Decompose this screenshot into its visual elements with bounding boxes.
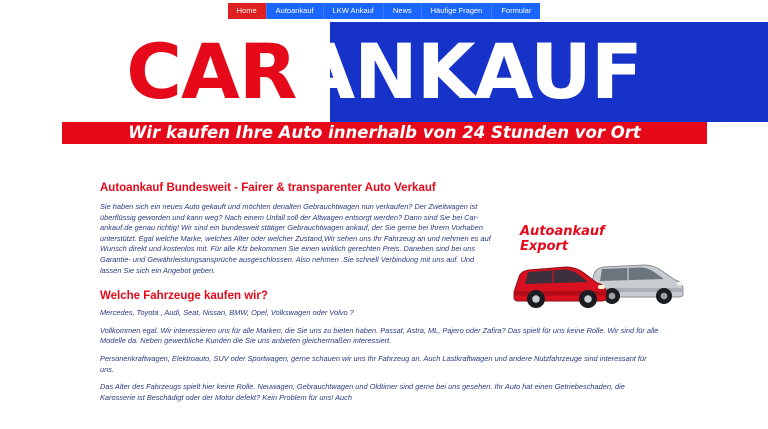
main-navigation <box>0 0 768 22</box>
paragraph-vehicle-age: Das Alter des Fahrzeugs spielt hier keine Rolle. Neuwagen, Gebrauchtwagen und Oldtimer sind gerne bei uns gesehen. Ihr Auto hat einen Getriebeschaden, die Karosserie ist Beschädigt oder der Motor defekt? Kein Problem für uns! Auch <box>100 382 625 402</box>
nav-item-autoankauf[interactable]: Autoankauf <box>267 3 324 19</box>
banner-logo-ankauf: ANKAUF <box>296 27 642 116</box>
main-content <box>0 146 768 410</box>
export-graphic-line1: Autoankauf <box>520 224 605 239</box>
nav-item-home[interactable]: Home <box>228 3 267 19</box>
nav-item-lkw-ankauf[interactable]: LKW Ankauf <box>324 3 384 19</box>
paragraph-vehicle-types: Personenkraftwagen, Elektroauto, SUV oder Sportwagen, gerne schauen wir uns Ihr Fahrzeug an. Auch Lastkraftwagen und andere Nutzfahrzeuge sind interessant für uns. <box>100 353 647 374</box>
banner-logo <box>0 22 768 122</box>
nav-list <box>228 3 541 19</box>
site-banner <box>0 22 768 144</box>
paragraph-models: Vollkommen egal. Wir interessieren uns für alle Marken, die Sie uns zu bieten haben. Passat, Astra, ML, Pajero oder Zafira? Das spielt für uns keine Rolle. Wir sind für alle Modelle da. Neben gewerbliche Kunden die Sie uns anbieten gleichermaßen interessiert. <box>100 325 659 346</box>
content-inner <box>88 182 680 403</box>
export-graphic-line2: Export <box>520 239 569 254</box>
paragraph-intro: Sie haben sich ein neues Auto gekauft und möchten denalten Gebrauchtwagen nun verkaufen? Der Zweitwagen ist überflüssig geworden und kann weg? Nach einem Unfall soll der Altwagen entsorgt werden? Dann sind Sie bei Car-ankauf.de genau richtig! Wir sind ein bundesweit stätiger Gebrauchtwagen ankauf, der Sie gerne bei Ihrem Vorhaben unterstützt. Egal welche Marke, welches Alter oder welcher Zustand,Wir sehen uns Ihr Fahrzeug an und nehmen es auf Wunsch direkt und kostenlos mit. Für alle Kfz bekommen Sie einen wirklich gerechten Preis. Daneben sind bei uns Garantie- und Gewährleistungsansprüche ausgeschlossen. Also nehmen .Sie schnell Verbindung mit uns auf. Und lassen Sie sich ein Angebot geben. <box>100 202 491 275</box>
autoankauf-export-graphic <box>508 224 688 310</box>
nav-item-haeufige-fragen[interactable]: Häufige Fragen <box>422 3 493 19</box>
nav-item-formular[interactable]: Formular <box>492 3 540 19</box>
paragraph-brands: Mercedes, Toyota , Audi, Seat, Nissan, BMW, Opel, Volkswagen oder Volvo ? <box>100 308 354 318</box>
section-heading-fahrzeuge: Welche Fahrzeuge kaufen wir? <box>100 290 268 303</box>
two-cars-icon <box>512 250 688 310</box>
nav-item-news[interactable]: News <box>384 3 422 19</box>
banner-subtitle: Wir kaufen Ihre Auto innerhalb von 24 Stunden vor Ort <box>62 122 707 144</box>
section-heading-autoankauf: Autoankauf Bundesweit - Fairer & transparenter Auto Verkauf <box>100 182 436 194</box>
banner-logo-car: CAR <box>126 27 297 116</box>
